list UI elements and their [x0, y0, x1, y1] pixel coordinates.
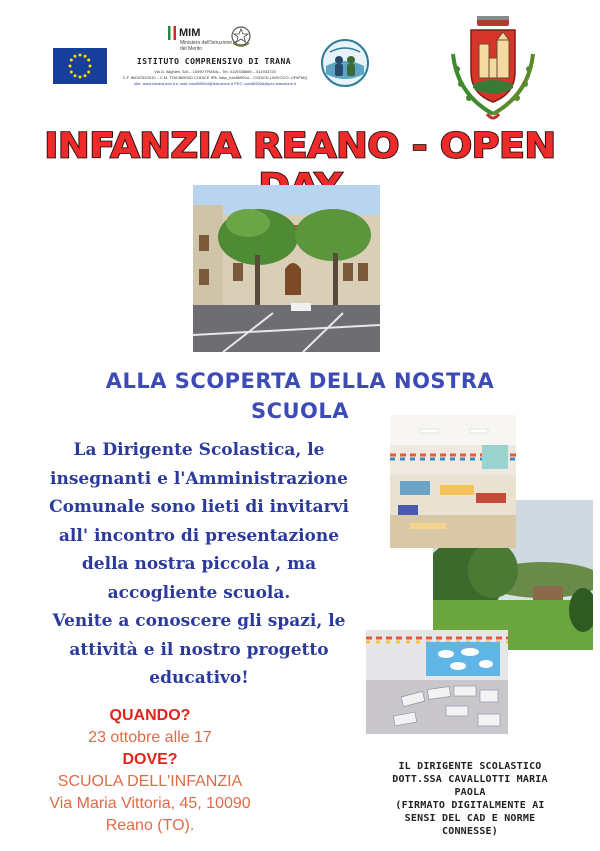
signature-line: DOTT.SSA CAVALLOTTI MARIA: [392, 774, 548, 785]
body-line: della nostra piccola , ma: [81, 554, 317, 574]
italian-emblem-icon: [229, 24, 253, 50]
body-line: educativo!: [149, 668, 249, 688]
body-line: all' incontro di presentazione: [58, 525, 340, 546]
when-value: 23 ottobre alle 17: [88, 729, 212, 746]
ministry-acronym: MIM: [179, 26, 201, 39]
classroom-photo: [390, 415, 516, 548]
event-details: [0, 705, 300, 837]
school-building-photo: [193, 185, 380, 352]
when-label: QUANDO?: [109, 707, 191, 724]
school-name: ISTITUTO COMPRENSIVO DI TRANA: [136, 57, 292, 66]
body-line: Venite a conoscere gli spazi, le: [52, 611, 346, 631]
body-line: accogliente scuola.: [107, 582, 291, 603]
signature-line: CONNESSE): [442, 826, 498, 837]
subtitle-line-2: SCUOLA: [250, 399, 350, 423]
school-codes: C.F. 86047610010 – C.M. TOIC86900D CODICE IPA: istsc_toic86900d – CODICE UNIVOCO: UF9FMQ: [122, 75, 308, 80]
ministry-logo: [168, 26, 200, 40]
signature-line: PAOLA: [454, 787, 486, 798]
school-address: Via D. Alighieri, 5/A – 10090 TRANA – Tel. 0119338889 – 011933720: [154, 69, 276, 74]
reano-coat-of-arms-icon: [443, 14, 543, 128]
invitation-text: [18, 436, 380, 693]
body-line: attività e il nostro progetto: [69, 639, 329, 660]
where-line: SCUOLA DELL'INFANZIA: [57, 773, 243, 790]
school-logo-icon: [320, 38, 370, 88]
page-title: INFANZIA REANO - OPEN: [44, 125, 556, 166]
where-line: Via Maria Vittoria, 45, 10090: [49, 795, 251, 812]
nap-room-photo: [366, 630, 508, 734]
body-line: Comunale sono lieti di invitarvi: [49, 497, 349, 517]
body-line: insegnanti e l'Amministrazione: [50, 468, 348, 489]
signature-line: IL DIRIGENTE SCOLASTICO: [398, 761, 542, 772]
body-line: La Dirigente Scolastica, le: [73, 440, 325, 460]
signature-line: (FIRMATO DIGITALMENTE AI: [395, 800, 545, 811]
school-contacts[interactable]: sito: www.ictrana.edu.it e-mail: toic86900d@istruzione.it PEC: toic86900d@pec.istruzione.it: [134, 81, 296, 86]
where-label: DOVE?: [122, 751, 178, 768]
eu-flag-icon: [53, 48, 107, 84]
ministry-subtitle: Ministero dell'Istruzione e del Merito: [180, 40, 237, 52]
signature-block: [370, 760, 570, 838]
signature-line: SENSI DEL CAD E NORME: [404, 813, 536, 824]
where-line: Reano (TO).: [105, 817, 195, 834]
subtitle-line-1: ALLA SCOPERTA DELLA NOSTRA: [105, 369, 495, 393]
italian-flag-icon: [168, 26, 176, 40]
